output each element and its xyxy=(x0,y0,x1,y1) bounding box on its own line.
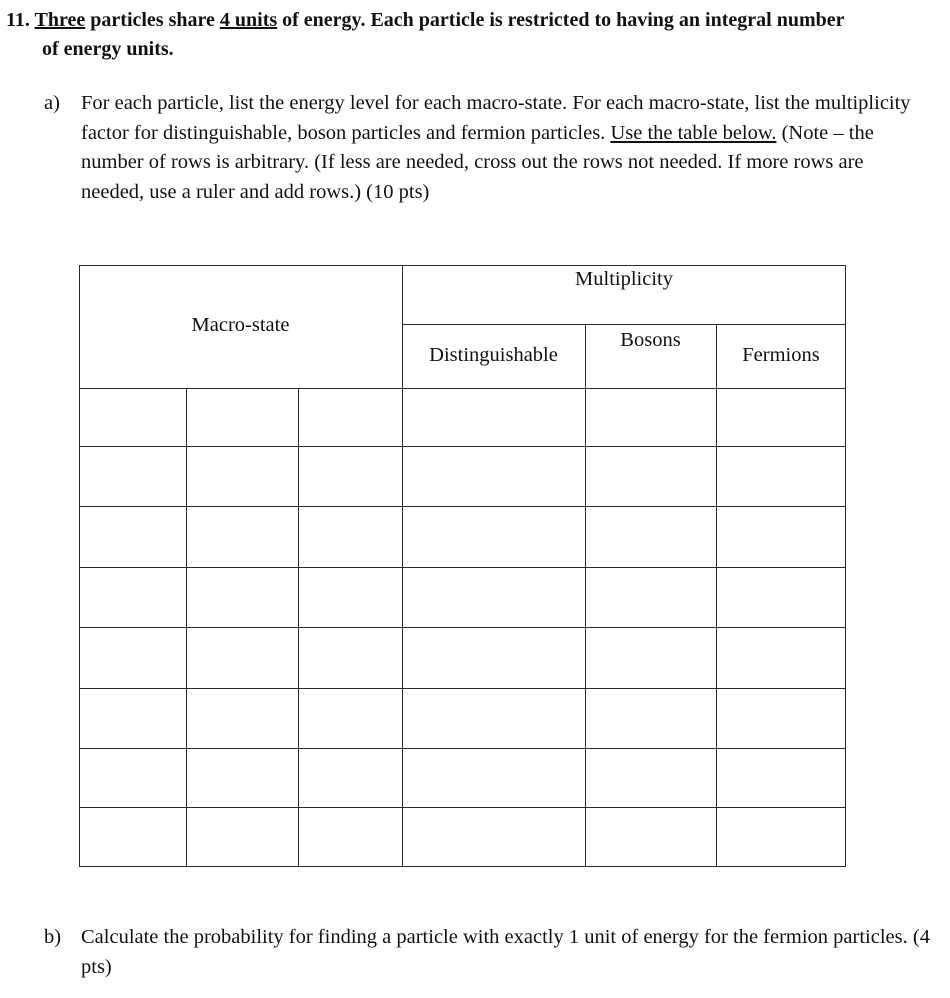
header-macro-state: Macro-state xyxy=(191,314,290,336)
part-a xyxy=(44,89,934,209)
table-border-top xyxy=(79,265,846,266)
table-row-line xyxy=(79,567,846,568)
part-a-text-main: For each particle, list the energy level for each macro-state. For each macro-state, list the multiplicity factor for distinguishable, boson particles and fermion particles. xyxy=(81,92,911,144)
part-a-text-underlined: Use the table below. xyxy=(610,121,777,144)
table-border-left xyxy=(79,265,80,867)
table-header-bottom-line xyxy=(79,388,846,389)
table-border-bottom xyxy=(79,866,846,867)
part-a-label: a) xyxy=(44,92,60,114)
header-bosons: Bosons xyxy=(620,329,681,351)
question-text-b: of energy. Each particle is restricted to having an integral number xyxy=(277,9,845,31)
question-text-line2: of energy units. xyxy=(42,38,174,60)
table-row-line xyxy=(79,506,846,507)
question-three-underlined: Three xyxy=(34,9,86,31)
header-fermions: Fermions xyxy=(742,344,820,366)
part-b-text: Calculate the probability for finding a particle with exactly 1 unit of energy for the fermion particles. (4 pts) xyxy=(81,926,930,978)
part-b xyxy=(44,923,934,987)
header-distinguishable: Distinguishable xyxy=(429,344,558,366)
table-row-line xyxy=(79,446,846,447)
table-row-line xyxy=(79,807,846,808)
header-multiplicity: Multiplicity xyxy=(575,268,673,290)
table-row-line xyxy=(79,688,846,689)
table-row-line xyxy=(79,748,846,749)
table-col-divider-fermions xyxy=(716,324,717,867)
part-a-text-note: (Note – the number of rows is arbitrary. (If less are needed, cross out the rows not needed. If more rows are needed, use a ruler and add rows.) (10 pts) xyxy=(81,121,874,203)
question-number: 11. xyxy=(6,9,30,31)
table-row-line xyxy=(79,627,846,628)
part-b-label: b) xyxy=(44,926,62,948)
table-multiplicity-subheader-line xyxy=(402,324,846,325)
question-text-a: particles share xyxy=(85,9,220,31)
table-col-divider-bosons xyxy=(585,324,586,867)
question-title xyxy=(6,6,936,64)
question-units-underlined: 4 units xyxy=(219,9,278,31)
part-a-body xyxy=(81,89,931,207)
macro-state-table xyxy=(79,265,846,867)
